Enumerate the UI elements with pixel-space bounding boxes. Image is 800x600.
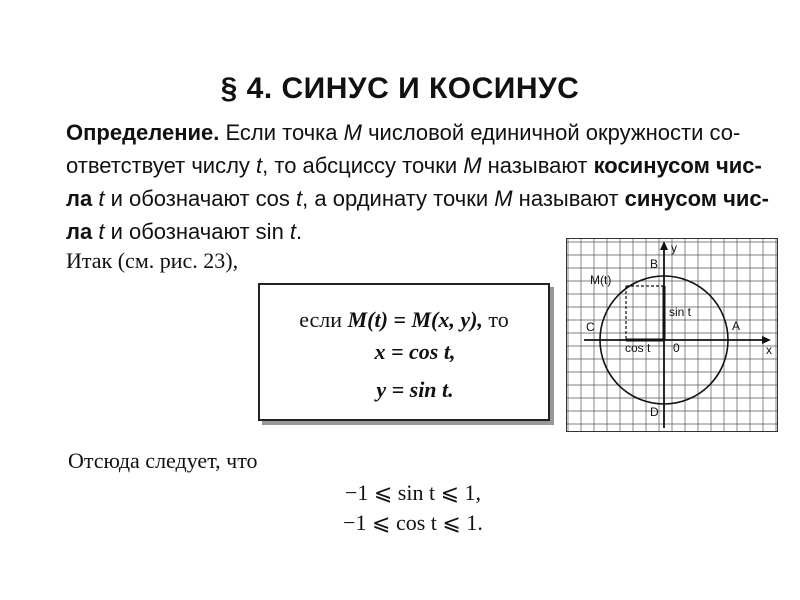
text-run: ла xyxy=(66,219,99,244)
formula-point: M(t) = M(x, y), xyxy=(347,307,483,332)
point-c-label: C xyxy=(586,320,595,334)
text-run: Если точка xyxy=(219,120,344,145)
formula-sin: y = sin t. xyxy=(376,377,454,402)
text-run: , а ординату точки xyxy=(302,186,495,211)
y-label: y xyxy=(671,241,677,255)
text-run: M xyxy=(463,153,482,178)
text-run: t xyxy=(289,219,297,244)
formula-suffix: то xyxy=(482,307,509,332)
text-run: t xyxy=(256,153,263,178)
definition-line-2 xyxy=(66,149,776,182)
origin-label: 0 xyxy=(673,341,680,355)
y-axis-arrow xyxy=(660,241,668,250)
unit-circle-figure xyxy=(566,238,778,432)
x-label: x xyxy=(766,343,772,357)
text-run: t xyxy=(296,186,303,211)
text-run: и обозначают sin xyxy=(104,219,290,244)
inequality-cos: −1 ⩽ cos t ⩽ 1. xyxy=(343,510,483,535)
text-run: t xyxy=(98,219,105,244)
text-run: M xyxy=(494,186,513,211)
definition-line-1 xyxy=(66,116,776,149)
text-run: ответствует числу xyxy=(66,153,257,178)
text-run: M xyxy=(343,120,362,145)
itak-text: Итак (см. рис. 23), xyxy=(66,248,239,273)
text-run: ла xyxy=(66,186,99,211)
text-run: и обозначают cos xyxy=(104,186,297,211)
text-run: t xyxy=(98,186,105,211)
point-a-label: A xyxy=(732,319,741,333)
formula-box xyxy=(258,283,550,421)
formula-row-1 xyxy=(260,307,548,333)
text-run: косинусом чис- xyxy=(593,153,762,178)
otsyuda-text: Отсюда следует, что xyxy=(68,448,258,473)
formula-cos: x = cos t, xyxy=(374,339,456,364)
inequality-sin: −1 ⩽ sin t ⩽ 1, xyxy=(344,480,482,505)
definition-paragraph xyxy=(66,116,776,248)
point-m-label: M(t) xyxy=(590,273,612,287)
text-run: называют xyxy=(512,186,625,211)
point-d-label: D xyxy=(650,405,659,419)
sin-label: sin t xyxy=(669,305,692,319)
cos-label: cos t xyxy=(625,341,651,355)
point-b-label: B xyxy=(650,257,659,271)
formula-prefix: если xyxy=(299,307,348,332)
text-run: числовой единичной окружности со- xyxy=(361,120,741,145)
definition-line-3 xyxy=(66,182,776,215)
text-run: , то абсциссу точки xyxy=(262,153,464,178)
text-run: Определение. xyxy=(66,120,220,145)
text-run: называют xyxy=(481,153,594,178)
text-run: синусом чис- xyxy=(624,186,769,211)
section-title: § 4. СИНУС И КОСИНУС xyxy=(220,72,580,105)
text-run: . xyxy=(296,219,303,244)
